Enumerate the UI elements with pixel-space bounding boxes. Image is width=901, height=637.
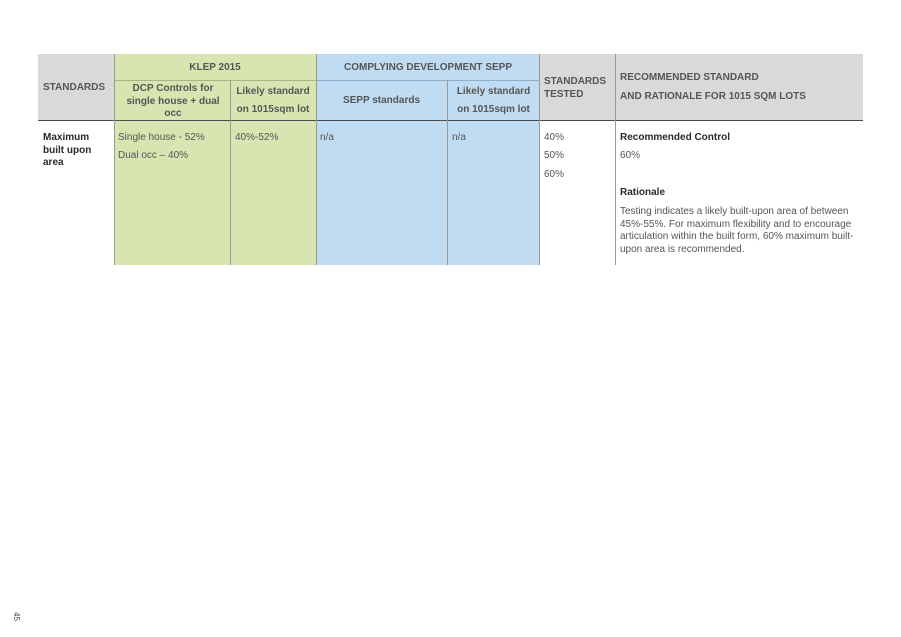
sepp-body-bg: [316, 121, 540, 265]
dcp-value-dual-occ: Dual occ – 40%: [118, 150, 189, 161]
sepp-standards-value: n/a: [320, 132, 334, 143]
header-complying-development: COMPLYING DEVELOPMENT SEPP: [344, 62, 512, 73]
page-number: 45: [12, 612, 21, 621]
tested-value-3: 60%: [544, 169, 565, 180]
tested-value-1: 40%: [544, 132, 565, 143]
likely-standard-sepp-value: n/a: [452, 132, 466, 143]
header-likely-standard-sepp: Likely standard: [456, 86, 531, 97]
header-standards-tested: STANDARDS TESTED: [544, 76, 607, 100]
col-line-1: [114, 54, 115, 265]
col-line-3: [316, 54, 317, 265]
recommended-header-bg: [615, 54, 863, 121]
row-standard-name: Maximum built upon area: [43, 132, 92, 168]
header-on-lot-sepp: on 1015sqm lot: [457, 104, 530, 115]
col-line-6: [615, 54, 616, 265]
likely-standard-klep-value: 40%-52%: [235, 132, 279, 143]
rationale-text: Testing indicates a likely built-upon area of between 45%-55%. For maximum flexibility and to encourage articulation within the built form, 60% maximum built-upon area is recommended.: [620, 206, 854, 255]
header-likely-standard-klep: Likely standard: [236, 86, 310, 97]
header-recommended-line2: AND RATIONALE FOR 1015 SQM LOTS: [620, 91, 806, 102]
rationale-label: Rationale: [620, 187, 666, 198]
tested-value-2: 50%: [544, 150, 565, 161]
recommended-control-label: Recommended Control: [620, 132, 731, 143]
standards-table: [38, 54, 863, 265]
subheader-divider-klep: [114, 80, 316, 81]
header-on-lot-klep: on 1015sqm lot: [236, 104, 310, 115]
recommended-control-value: 60%: [620, 150, 641, 161]
header-sepp-standards: SEPP standards: [342, 95, 421, 106]
header-recommended-line1: RECOMMENDED STANDARD: [620, 72, 759, 83]
header-klep: KLEP 2015: [189, 62, 241, 73]
subheader-divider-sepp: [316, 80, 540, 81]
header-standards: STANDARDS: [43, 82, 106, 93]
dcp-value-single-house: Single house - 52%: [118, 132, 205, 143]
header-dcp-controls: DCP Controls for single house + dual occ: [126, 83, 220, 119]
